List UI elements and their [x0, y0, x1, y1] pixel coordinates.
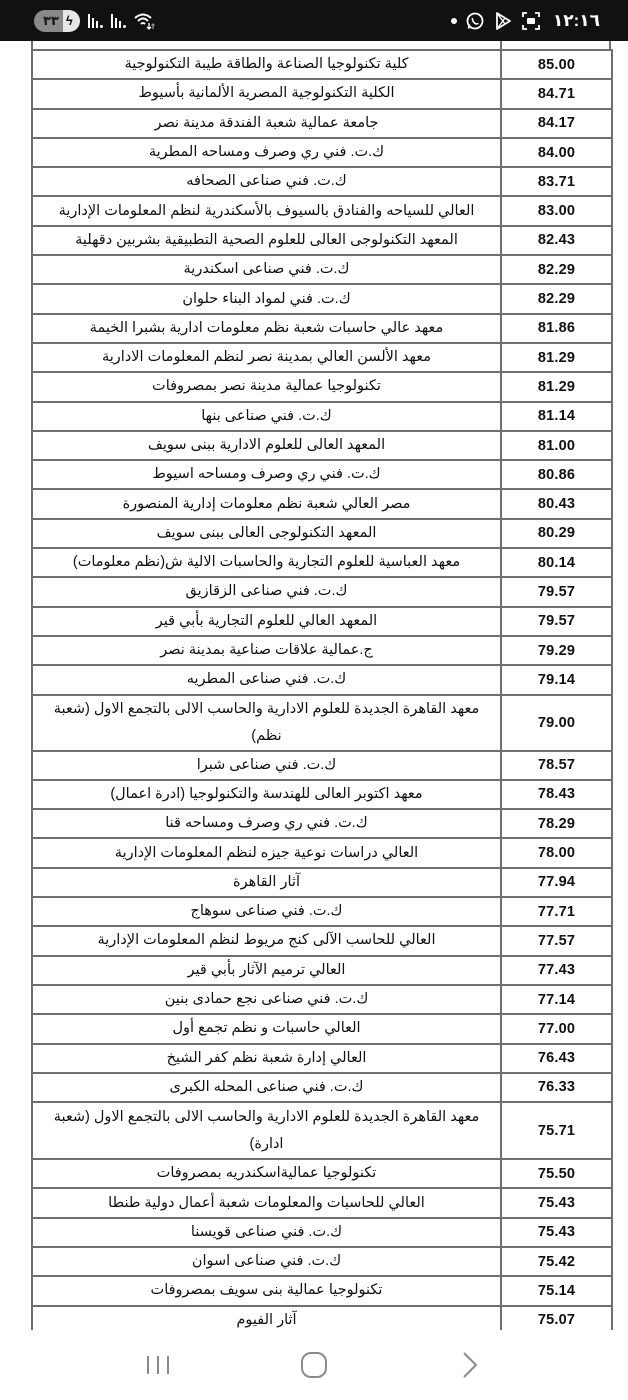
table-row [32, 1218, 612, 1247]
institute-name-cell: العالي حاسبات و نظم تجمع أول [32, 1014, 501, 1043]
score-cell: 79.57 [501, 577, 612, 606]
table-row [32, 460, 612, 489]
score-cell: 77.57 [501, 926, 612, 955]
table-row [32, 1102, 612, 1159]
institute-name-cell: المعهد التكنولوجى العالى ببنى سويف [32, 519, 501, 548]
institute-name-cell: ك.ت. فني ري وصرف ومساحه اسيوط [32, 460, 501, 489]
score-cell: 84.00 [501, 138, 612, 167]
results-table-container [31, 41, 611, 1342]
table-row [32, 226, 612, 255]
institute-name-cell: ك.ت. فني صناعى الزقازيق [32, 577, 501, 606]
institute-name-cell: الكلية التكنولوجية المصرية الألمانية بأسيوط [32, 79, 501, 108]
score-cell: 75.42 [501, 1247, 612, 1276]
clock: ١٢:١٦ [552, 10, 600, 30]
score-cell: 77.14 [501, 985, 612, 1014]
institute-name-cell: ج.عمالية علاقات صناعية بمدينة نصر [32, 636, 501, 665]
score-cell: 75.14 [501, 1276, 612, 1305]
score-cell: 79.14 [501, 665, 612, 694]
institute-name-cell: معهد العباسية للعلوم التجارية والحاسبات الالية ش(نظم معلومات) [32, 548, 501, 577]
table-row [32, 109, 612, 138]
institute-name-cell: العالي دراسات نوعية جيزه لنظم المعلومات الإدارية [32, 838, 501, 867]
table-row [32, 751, 612, 780]
score-cell: 80.14 [501, 548, 612, 577]
screenshot-icon [521, 11, 541, 31]
results-table-body [32, 50, 612, 1335]
score-cell: 82.29 [501, 255, 612, 284]
institute-name-cell: معهد عالي حاسبات شعبة نظم معلومات ادارية بشبرا الخيمة [32, 314, 501, 343]
table-row [32, 548, 612, 577]
back-button[interactable] [450, 1345, 490, 1385]
institute-name-cell: آثار القاهرة [32, 868, 501, 897]
score-cell: 81.29 [501, 372, 612, 401]
wifi-icon [134, 12, 156, 30]
table-row [32, 985, 612, 1014]
table-row [32, 695, 612, 751]
table-row [32, 402, 612, 431]
institute-name-cell: ك.ت. فني صناعى نجع حمادى بنين [32, 985, 501, 1014]
table-row [32, 665, 612, 694]
institute-name-cell: ك.ت. فني صناعى سوهاج [32, 897, 501, 926]
table-row [32, 519, 612, 548]
institute-name-cell: معهد القاهرة الجديدة للعلوم الادارية والحاسب الالى بالتجمع الاول (شعبة نظم) [32, 695, 501, 751]
institute-name-cell: ك.ت. فني ري وصرف ومساحه قنا [32, 809, 501, 838]
score-cell: 79.00 [501, 695, 612, 751]
score-cell: 82.29 [501, 284, 612, 313]
table-row [32, 489, 612, 518]
status-right [451, 11, 600, 31]
table-row [32, 1276, 612, 1305]
home-button[interactable] [294, 1345, 334, 1385]
recents-button[interactable] [138, 1345, 178, 1385]
table-row [32, 956, 612, 985]
institute-name-cell: تكنولوجيا عماليةاسكندريه بمصروفات [32, 1159, 501, 1188]
institute-name-cell: العالي للحاسب الآلى كنج مريوط لنظم المعلومات الإدارية [32, 926, 501, 955]
institute-name-cell: ك.ت. فني صناعى اسوان [32, 1247, 501, 1276]
table-row [32, 343, 612, 372]
score-cell: 83.71 [501, 167, 612, 196]
institute-name-cell: ك.ت. فني صناعى شبرا [32, 751, 501, 780]
score-cell: 80.29 [501, 519, 612, 548]
institute-name-cell: العالي إدارة شعبة نظم كفر الشيخ [32, 1044, 501, 1073]
score-cell: 85.00 [501, 50, 612, 79]
institute-name-cell: ك.ت. فني صناعى بنها [32, 402, 501, 431]
institute-name-cell: معهد الألسن العالي بمدينة نصر لنظم المعلومات الادارية [32, 343, 501, 372]
score-cell: 75.71 [501, 1102, 612, 1159]
institute-name-cell: ك.ت. فني صناعى الصحافه [32, 167, 501, 196]
table-row [32, 79, 612, 108]
table-row [32, 926, 612, 955]
institute-name-cell: تكنولوجيا عمالية بنى سويف بمصروفات [32, 1276, 501, 1305]
institute-name-cell: المعهد العالى للعلوم الادارية ببنى سويف [32, 431, 501, 460]
institute-name-cell: معهد القاهرة الجديدة للعلوم الادارية والحاسب الالى بالتجمع الاول (شعبة ادارة) [32, 1102, 501, 1159]
status-bar [0, 0, 628, 41]
score-cell: 83.00 [501, 196, 612, 225]
table-row [32, 577, 612, 606]
score-cell: 80.43 [501, 489, 612, 518]
table-row [32, 1044, 612, 1073]
table-row [32, 1014, 612, 1043]
table-row [32, 780, 612, 809]
institute-name-cell: معهد اكتوبر العالى للهندسة والتكنولوجيا (ادرة اعمال) [32, 780, 501, 809]
play-store-icon [493, 11, 513, 31]
institute-name-cell: تكنولوجيا عمالية مدينة نصر بمصروفات [32, 372, 501, 401]
score-cell: 80.86 [501, 460, 612, 489]
score-cell: 78.29 [501, 809, 612, 838]
institute-name-cell: العالي ترميم الآثار بأبي قير [32, 956, 501, 985]
table-row [32, 868, 612, 897]
institute-name-cell: ك.ت. فني ري وصرف ومساحه المطرية [32, 138, 501, 167]
score-cell: 75.07 [501, 1306, 612, 1335]
institute-name-cell: المعهد التكنولوجى العالى للعلوم الصحية التطبيقية بشربين دقهلية [32, 226, 501, 255]
score-cell: 77.71 [501, 897, 612, 926]
dot-icon [451, 18, 457, 24]
table-row [32, 284, 612, 313]
recents-icon [145, 1354, 171, 1376]
signal-icon [111, 14, 126, 28]
table-row [32, 1247, 612, 1276]
institute-name-cell: العالي للسياحه والفنادق بالسيوف بالأسكندرية لنظم المعلومات الإدارية [32, 196, 501, 225]
status-left [34, 10, 156, 32]
table-row [32, 809, 612, 838]
whatsapp-icon [465, 11, 485, 31]
score-cell: 79.57 [501, 607, 612, 636]
table-row [32, 431, 612, 460]
score-cell: 79.29 [501, 636, 612, 665]
table-row [32, 167, 612, 196]
score-cell: 75.43 [501, 1218, 612, 1247]
table-row [32, 1073, 612, 1102]
score-cell: 84.17 [501, 109, 612, 138]
score-cell: 81.29 [501, 343, 612, 372]
score-cell: 75.50 [501, 1159, 612, 1188]
institute-name-cell: مصر العالي شعبة نظم معلومات إدارية المنصورة [32, 489, 501, 518]
bolt-icon: ϟ [63, 10, 80, 32]
institute-name-cell: ك.ت. فني صناعى قويسنا [32, 1218, 501, 1247]
institute-name-cell: ك.ت. فني لمواد البناء حلوان [32, 284, 501, 313]
institute-name-cell: العالي للحاسبات والمعلومات شعبة أعمال دولية طنطا [32, 1188, 501, 1217]
table-row [32, 50, 612, 79]
table-row [32, 636, 612, 665]
institute-name-cell: آثار الفيوم [32, 1306, 501, 1335]
score-cell: 84.71 [501, 79, 612, 108]
institute-name-cell: ك.ت. فني صناعى المطريه [32, 665, 501, 694]
score-cell: 77.00 [501, 1014, 612, 1043]
signal-icon [88, 14, 103, 28]
table-row [32, 1188, 612, 1217]
score-cell: 76.33 [501, 1073, 612, 1102]
table-row [32, 1159, 612, 1188]
score-cell: 78.43 [501, 780, 612, 809]
navigation-bar [0, 1330, 628, 1400]
score-cell: 81.14 [501, 402, 612, 431]
institute-name-cell: جامعة عمالية شعبة الفندقة مدينة نصر [32, 109, 501, 138]
battery-level: ٣٣ [34, 10, 63, 32]
table-row [32, 255, 612, 284]
institute-name-cell: ك.ت. فني صناعى المحله الكبرى [32, 1073, 501, 1102]
back-icon [461, 1351, 479, 1379]
score-cell: 82.43 [501, 226, 612, 255]
battery-indicator [34, 10, 80, 32]
table-row [32, 372, 612, 401]
score-cell: 75.43 [501, 1188, 612, 1217]
score-cell: 81.00 [501, 431, 612, 460]
institute-name-cell: كلية تكنولوجيا الصناعة والطاقة طيبة التكنولوجية [32, 50, 501, 79]
score-cell: 81.86 [501, 314, 612, 343]
table-row [32, 838, 612, 867]
table-row [32, 607, 612, 636]
score-cell: 76.43 [501, 1044, 612, 1073]
score-cell: 77.43 [501, 956, 612, 985]
institute-name-cell: المعهد العالي للعلوم التجارية بأبي قير [32, 607, 501, 636]
score-cell: 78.57 [501, 751, 612, 780]
results-table [31, 49, 613, 1336]
home-icon [300, 1351, 328, 1379]
score-cell: 78.00 [501, 838, 612, 867]
table-row [32, 196, 612, 225]
table-row [32, 897, 612, 926]
table-top-edge [31, 41, 611, 49]
score-cell: 77.94 [501, 868, 612, 897]
institute-name-cell: ك.ت. فني صناعى اسكندرية [32, 255, 501, 284]
table-row [32, 314, 612, 343]
table-row [32, 138, 612, 167]
